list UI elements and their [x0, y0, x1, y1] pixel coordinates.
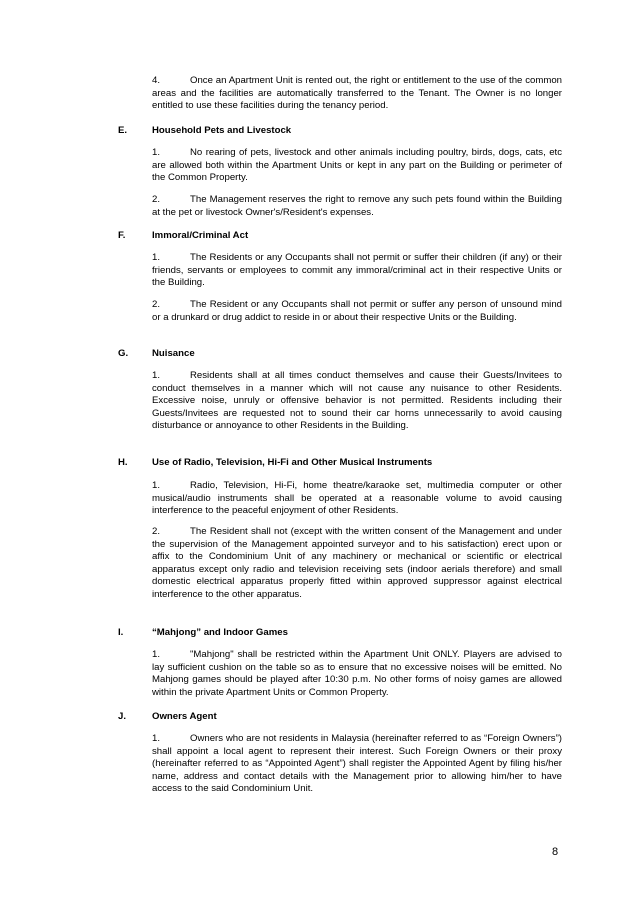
section-letter-e: E.: [118, 125, 128, 136]
paragraph-g-1: [152, 370, 562, 433]
section-letter-g: G.: [118, 348, 129, 359]
paragraph-f-2: [152, 299, 562, 324]
section-title-h: Use of Radio, Television, Hi-Fi and Other Musical Instruments: [152, 457, 433, 468]
item-text: Owners who are not residents in Malaysia (hereinafter referred to as “Foreign Owners”) shall appoint a local agent to represent their interest. Such Foreign Owners or their proxy (hereinafter referred to as “Appointed Agent”) shall register the Appointed Agent by filing his/her name, address and contact details with the Management prior to allowing him/her to have access to the said Condominium Unit.: [152, 733, 562, 795]
item-text: "Mahjong" shall be restricted within the Apartment Unit ONLY. Players are advised to lay sufficient cushion on the table so as to ensure that no excessive noises will be emitted. No Mahjong games should be played after 10:30 p.m. No other forms of noisy games are allowed within the private Apartment Units or Common Property.: [152, 649, 562, 698]
paragraph-f-1: [152, 252, 562, 290]
item-number: 1.: [152, 649, 161, 660]
item-text: Radio, Television, Hi-Fi, home theatre/karaoke set, multimedia computer or other musical/audio instruments shall be operated at a reasonable volume to avoid causing interference to the peaceful enjoyment of other Residents.: [152, 480, 562, 517]
item-number: 1.: [152, 733, 161, 744]
section-title-f: Immoral/Criminal Act: [152, 230, 249, 241]
paragraph-j-1: [152, 733, 562, 796]
item-number: 2.: [152, 299, 161, 310]
paragraph-i-1: [152, 649, 562, 699]
paragraph-h-1: [152, 480, 562, 518]
section-title-g: Nuisance: [152, 348, 195, 359]
item-number: 1.: [152, 252, 161, 263]
item-number: 4.: [152, 75, 161, 86]
item-text: No rearing of pets, livestock and other animals including poultry, birds, dogs, cats, etc are allowed both within the Apartment Units or kept in any part on the Building or perimeter of the Common Property.: [152, 147, 562, 184]
section-title-j: Owners Agent: [152, 711, 217, 722]
item-text: Residents shall at all times conduct themselves and cause their Guests/Invitees to conduct themselves in a manner which will not cause any nuisance to other Residents. Excessive noise, unruly or offensive behavior is not permitted. Residents including their Guests/Invitees are requested not to sound their car horns unnecessarily to avoid causing disturbance or annoyance to other Residents in the Building.: [152, 370, 562, 432]
item-number: 1.: [152, 370, 161, 381]
paragraph-e-2: [152, 194, 562, 219]
item-number: 2.: [152, 194, 161, 205]
section-title-i: “Mahjong” and Indoor Games: [152, 627, 288, 638]
item-text: The Management reserves the right to remove any such pets found within the Building at the pet or livestock Owner's/Resident's expenses.: [152, 194, 562, 218]
section-letter-f: F.: [118, 230, 126, 241]
paragraph-h-2: [152, 526, 562, 602]
paragraph-e-1: [152, 147, 562, 185]
section-letter-i: I.: [118, 627, 124, 638]
item-number: 2.: [152, 526, 161, 537]
section-title-e: Household Pets and Livestock: [152, 125, 292, 136]
page-number: 8: [552, 846, 559, 858]
item-text: The Residents or any Occupants shall not permit or suffer their children (if any) or their friends, servants or employees to commit any immoral/criminal act in their respective Units or the Building.: [152, 252, 562, 289]
item-number: 1.: [152, 147, 161, 158]
section-letter-h: H.: [118, 457, 128, 468]
section-letter-j: J.: [118, 711, 127, 722]
item-text: The Resident or any Occupants shall not permit or suffer any person of unsound mind or a drunkard or drug addict to reside in or about their respective Units or the Building.: [152, 299, 562, 323]
item-number: 1.: [152, 480, 161, 491]
item-text: Once an Apartment Unit is rented out, the right or entitlement to the use of the common areas and the facilities are automatically transferred to the Tenant. The Owner is no longer entitled to use these facilities during the tenancy period.: [152, 75, 562, 112]
paragraph-item-4: [152, 75, 562, 113]
item-text: The Resident shall not (except with the written consent of the Management and under the supervision of the Management appointed surveyor and to his satisfaction) erect upon or affix to the Condominium Unit of any machinery or mechanical or scientific or electrical apparatus except only radio and television receiving sets (indoor aerials therefore) and small domestic electrical apparatus properly fitted within approved suppressor against electrical interference to the other apparatus.: [152, 526, 562, 600]
